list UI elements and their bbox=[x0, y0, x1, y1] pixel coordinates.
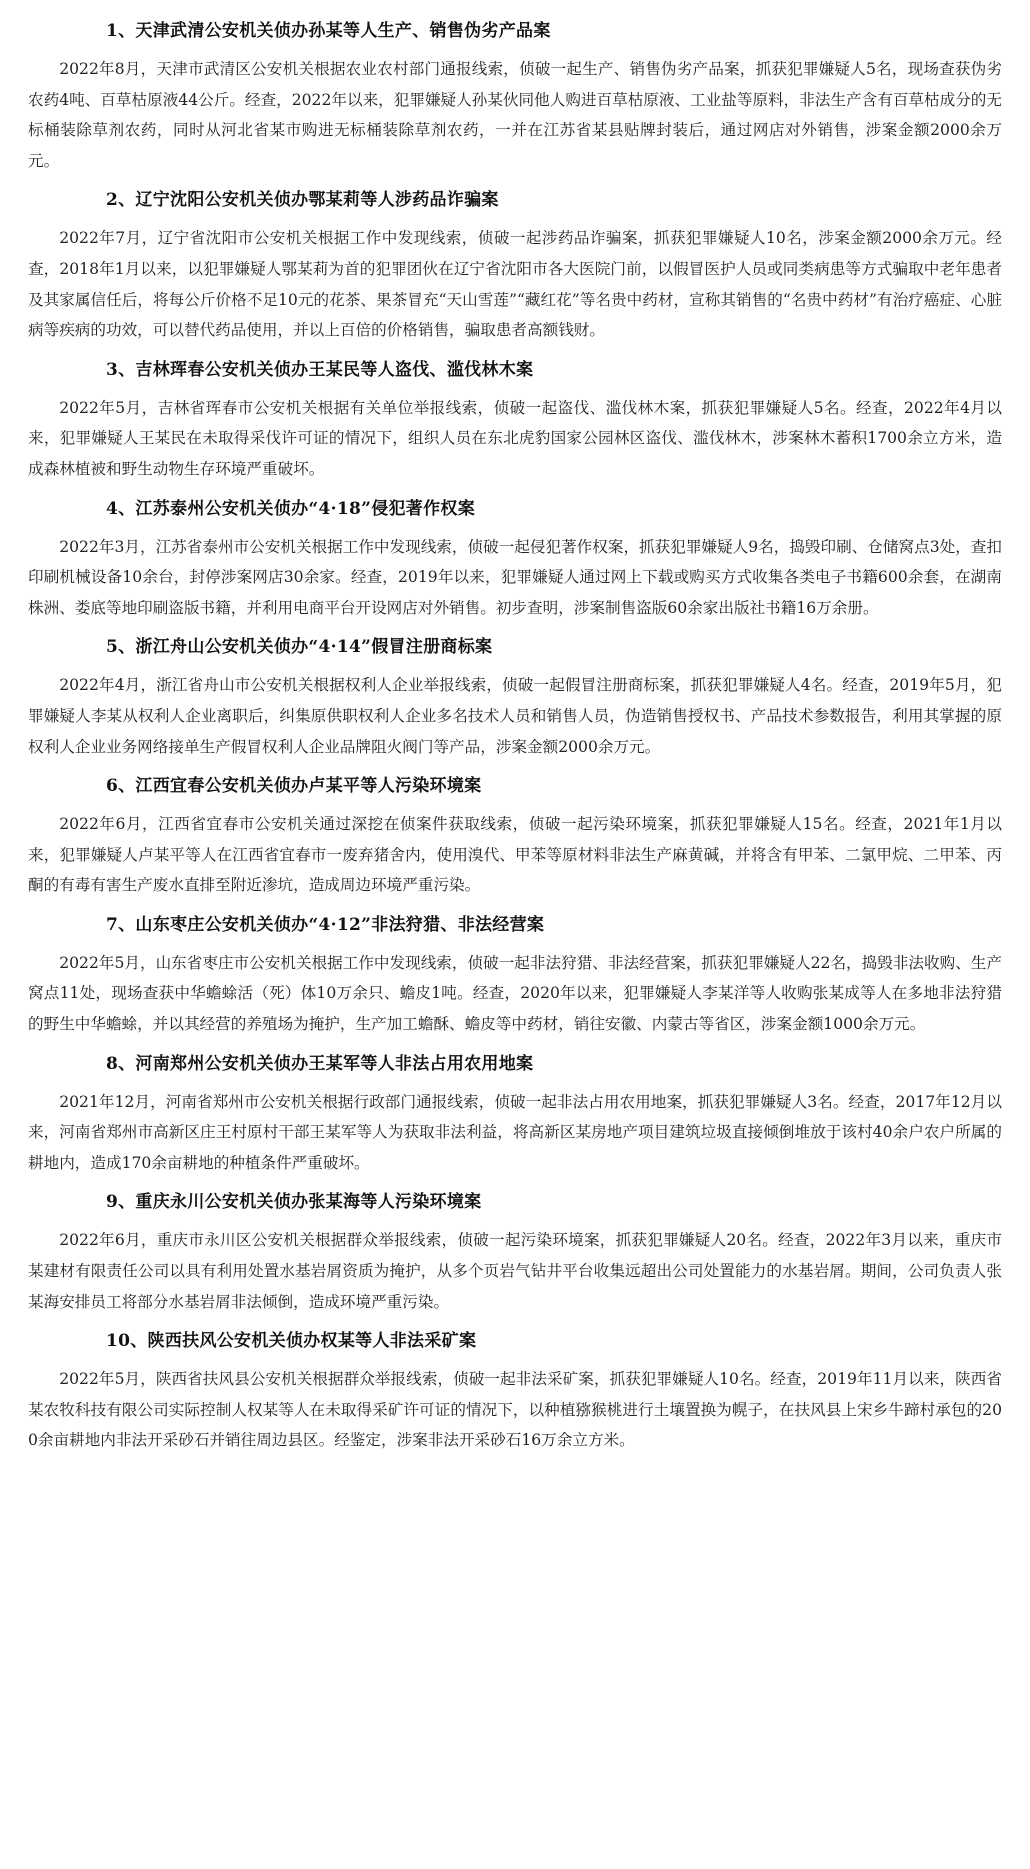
case-title: 5、浙江舟山公安机关侦办“4·14”假冒注册商标案 bbox=[106, 637, 493, 658]
case-paragraph: 2022年6月，江西省宜春市公安机关通过深挖在侦案件获取线索，侦破一起污染环境案，抓获犯罪嫌疑人15名。经查，2021年1月以来，犯罪嫌疑人卢某平等人在江西省宜春市一废弃猪舍内，使用溴代、甲苯等原材料非法生产麻黄碱，并将含有甲苯、二氯甲烷、二甲苯、丙酮的有毒有害生产废水直排至附近渗坑，造成周边环境严重污染。 bbox=[28, 815, 1002, 895]
case-section bbox=[28, 351, 1002, 485]
case-title: 9、重庆永川公安机关侦办张某海等人污染环境案 bbox=[106, 1192, 482, 1213]
case-section bbox=[28, 767, 1002, 901]
case-paragraph: 2022年6月，重庆市永川区公安机关根据群众举报线索，侦破一起污染环境案，抓获犯罪嫌疑人20名。经查，2022年3月以来，重庆市某建材有限责任公司以具有利用处置水基岩屑资质为掩护，从多个页岩气钻井平台收集远超出公司处置能力的水基岩屑。期间，公司负责人张某海安排员工将部分水基岩屑非法倾倒，造成环境严重污染。 bbox=[28, 1231, 1002, 1311]
case-title: 10、陕西扶风公安机关侦办权某等人非法采矿案 bbox=[106, 1331, 477, 1352]
case-paragraph: 2022年8月，天津市武清区公安机关根据农业农村部门通报线索，侦破一起生产、销售伪劣产品案，抓获犯罪嫌疑人5名，现场查获伪劣农药4吨、百草枯原液44公斤。经查，2022年以来，犯罪嫌疑人孙某伙同他人购进百草枯原液、工业盐等原料，非法生产含有百草枯成分的无标桶装除草剂农药，同时从河北省某市购进无标桶装除草剂农药，一并在江苏省某县贴牌封装后，通过网店对外销售，涉案金额2000余万元。 bbox=[28, 60, 1002, 170]
case-section bbox=[28, 12, 1002, 176]
case-title: 6、江西宜春公安机关侦办卢某平等人污染环境案 bbox=[106, 776, 482, 797]
case-paragraph: 2022年4月，浙江省舟山市公安机关根据权利人企业举报线索，侦破一起假冒注册商标案，抓获犯罪嫌疑人4名。经查，2019年5月，犯罪嫌疑人李某从权利人企业离职后，纠集原供职权利人企业多名技术人员和销售人员，伪造销售授权书、产品技术参数报告，利用其掌握的原权利人企业业务网络接单生产假冒权利人企业品牌阻火阀门等产品，涉案金额2000余万元。 bbox=[28, 676, 1002, 756]
case-title: 1、天津武清公安机关侦办孙某等人生产、销售伪劣产品案 bbox=[106, 21, 551, 41]
case-paragraph: 2022年3月，江苏省泰州市公安机关根据工作中发现线索，侦破一起侵犯著作权案，抓获犯罪嫌疑人9名，捣毁印刷、仓储窝点3处，查扣印刷机械设备10余台，封停涉案网店30余家。经查，2019年以来，犯罪嫌疑人通过网上下载或购买方式收集各类电子书籍600余套，在湖南株洲、娄底等地印刷盗版书籍，并利用电商平台开设网店对外销售。初步查明，涉案制售盗版60余家出版社书籍16万余册。 bbox=[28, 537, 1002, 617]
case-section bbox=[28, 1183, 1002, 1317]
case-section bbox=[28, 181, 1002, 345]
case-section bbox=[28, 628, 1002, 762]
case-section bbox=[28, 1045, 1002, 1179]
case-paragraph: 2021年12月，河南省郑州市公安机关根据行政部门通报线索，侦破一起非法占用农用地案，抓获犯罪嫌疑人3名。经查，2017年12月以来，河南省郑州市高新区庄王村原村干部王某军等人为获取非法利益，将高新区某房地产项目建筑垃圾直接倾倒堆放于该村40余户农户所属的耕地内，造成170余亩耕地的种植条件严重破坏。 bbox=[28, 1092, 1002, 1172]
case-section bbox=[28, 1322, 1002, 1456]
case-title: 3、吉林珲春公安机关侦办王某民等人盗伐、滥伐林木案 bbox=[106, 359, 534, 380]
case-paragraph: 2022年5月，陕西省扶风县公安机关根据群众举报线索，侦破一起非法采矿案，抓获犯罪嫌疑人10名。经查，2019年11月以来，陕西省某农牧科技有限公司实际控制人权某等人在未取得采矿许可证的情况下，以种植猕猴桃进行土壤置换为幌子，在扶风县上宋乡牛蹄村承包的200余亩耕地内非法开采砂石并销往周边县区。经鉴定，涉案非法开采砂石16万余立方米。 bbox=[28, 1370, 1002, 1450]
case-section bbox=[28, 490, 1002, 624]
case-paragraph: 2022年5月，山东省枣庄市公安机关根据工作中发现线索，侦破一起非法狩猎、非法经营案，抓获犯罪嫌疑人22名，捣毁非法收购、生产窝点11处，现场查获中华蟾蜍活（死）体10万余只、蟾皮1吨。经查，2020年以来，犯罪嫌疑人李某洋等人收购张某成等人在多地非法狩猎的野生中华蟾蜍，并以其经营的养殖场为掩护，生产加工蟾酥、蟾皮等中药材，销往安徽、内蒙古等省区，涉案金额1000余万元。 bbox=[28, 953, 1002, 1034]
case-paragraph: 2022年5月，吉林省珲春市公安机关根据有关单位举报线索，侦破一起盗伐、滥伐林木案，抓获犯罪嫌疑人5名。经查，2022年4月以来，犯罪嫌疑人王某民在未取得采伐许可证的情况下，组织人员在东北虎豹国家公园林区盗伐、滥伐林木，涉案林木蓄积1700余立方米，造成森林植被和野生动物生存环境严重破坏。 bbox=[28, 398, 1002, 478]
case-title: 2、辽宁沈阳公安机关侦办鄂某莉等人涉药品诈骗案 bbox=[106, 190, 499, 211]
case-title: 4、江苏泰州公安机关侦办“4·18”侵犯著作权案 bbox=[106, 498, 475, 519]
case-title: 8、河南郑州公安机关侦办王某军等人非法占用农用地案 bbox=[106, 1053, 534, 1074]
case-title: 7、山东枣庄公安机关侦办“4·12”非法狩猎、非法经营案 bbox=[106, 914, 545, 935]
case-paragraph: 2022年7月，辽宁省沈阳市公安机关根据工作中发现线索，侦破一起涉药品诈骗案，抓获犯罪嫌疑人10名，涉案金额2000余万元。经查，2018年1月以来，以犯罪嫌疑人鄂某莉为首的犯罪团伙在辽宁省沈阳市各大医院门前，以假冒医护人员或同类病患等方式骗取中老年患者及其家属信任后，将每公斤价格不足10元的花茶、果茶冒充“天山雪莲”“藏红花”等名贵中药材，宣称其销售的“名贵中药材”有治疗癌症、心脏病等疾病的功效，可以替代药品使用，并以上百倍的价格销售，骗取患者高额钱财。 bbox=[28, 229, 1002, 340]
case-section bbox=[28, 906, 1002, 1040]
